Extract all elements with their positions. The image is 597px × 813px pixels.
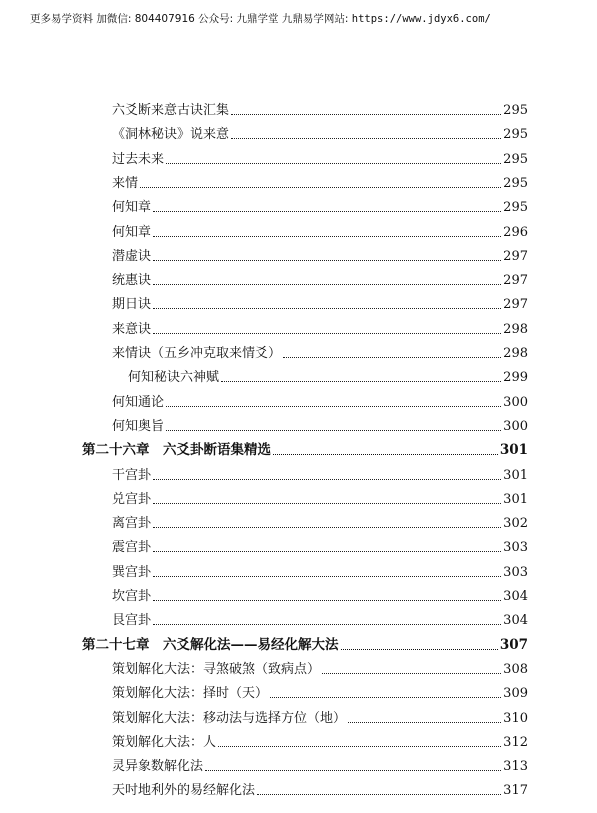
toc-entry-page: 295 bbox=[503, 151, 528, 167]
toc-entry-page: 295 bbox=[503, 127, 528, 143]
dot-leader bbox=[153, 333, 501, 334]
toc-entry-title: 巽宫卦 bbox=[112, 564, 152, 580]
toc-chapter-row bbox=[82, 631, 528, 653]
dot-leader bbox=[283, 357, 501, 358]
toc-entry-row bbox=[112, 193, 528, 215]
toc-entry-page: 295 bbox=[503, 103, 528, 118]
toc-entry-title: 期日诀 bbox=[112, 297, 152, 313]
toc-entry-page: 298 bbox=[503, 346, 528, 361]
toc-entry-title: 过去未来 bbox=[112, 151, 165, 167]
toc-entry-title: 何知奥旨 bbox=[112, 418, 165, 434]
toc-entry-row bbox=[112, 266, 528, 288]
toc-entry-row bbox=[112, 242, 528, 264]
toc-entry-title: 六爻断来意古诀汇集 bbox=[112, 103, 230, 118]
toc-entry-page: 304 bbox=[503, 589, 528, 604]
toc-entry-title: 干宫卦 bbox=[112, 467, 152, 483]
toc-entry-row bbox=[112, 606, 528, 628]
toc-entry-title: 策划解化大法：寻煞破煞（致病点） bbox=[112, 661, 321, 677]
toc-entry-title: 来情诀（五乡冲克取来情爻） bbox=[112, 346, 282, 361]
toc-entry-page: 297 bbox=[503, 297, 528, 313]
dot-leader bbox=[273, 454, 498, 455]
toc-entry-title: 天吋地利外的易经解化法 bbox=[112, 783, 256, 799]
dot-leader bbox=[153, 308, 501, 309]
toc-entry-row bbox=[112, 315, 528, 337]
toc-entry-row bbox=[112, 145, 528, 167]
dot-leader bbox=[257, 794, 501, 795]
dot-leader bbox=[166, 406, 501, 407]
toc-entry-title: 来情 bbox=[112, 175, 139, 191]
toc-entry-row bbox=[112, 485, 528, 507]
toc-entry-page: 308 bbox=[503, 661, 528, 677]
dot-leader bbox=[166, 163, 501, 164]
dot-leader bbox=[341, 649, 498, 650]
dot-leader bbox=[153, 479, 501, 480]
toc-entry-title: 何知通论 bbox=[112, 394, 165, 410]
toc-entry-row bbox=[112, 704, 528, 726]
toc-entry-row bbox=[112, 339, 528, 361]
dot-leader bbox=[348, 722, 501, 723]
toc-entry-page: 301 bbox=[503, 491, 528, 507]
toc-chapter-row bbox=[82, 436, 528, 458]
toc-entry-row bbox=[112, 412, 528, 434]
toc-entry-row bbox=[112, 120, 528, 142]
toc-entry-title: 策划解化大法：择时（天） bbox=[112, 686, 269, 702]
toc-entry-title: 兑宫卦 bbox=[112, 491, 152, 507]
dot-leader bbox=[231, 114, 501, 115]
toc-entry-title: 灵异象数解化法 bbox=[112, 759, 204, 775]
dot-leader bbox=[153, 236, 501, 237]
toc-entry-title: 何知秘诀六神赋 bbox=[128, 370, 220, 386]
toc-entry-page: 301 bbox=[503, 467, 528, 483]
dot-leader bbox=[153, 600, 501, 601]
dot-leader bbox=[205, 770, 501, 771]
toc-entry-row bbox=[112, 679, 528, 701]
toc-entry-row bbox=[112, 558, 528, 580]
toc-entry-page: 313 bbox=[503, 759, 528, 775]
toc-entry-title: 统惠诀 bbox=[112, 273, 152, 289]
dot-leader bbox=[322, 673, 501, 674]
toc-entry-page: 303 bbox=[503, 564, 528, 580]
toc-entry-row bbox=[112, 169, 528, 191]
toc-entry-page: 310 bbox=[503, 710, 528, 726]
toc-entry-row bbox=[112, 776, 528, 798]
dot-leader bbox=[153, 503, 501, 504]
toc-entry-row bbox=[112, 290, 528, 312]
toc-entry-page: 299 bbox=[503, 370, 528, 386]
dot-leader bbox=[153, 624, 501, 625]
toc-entry-title: 第二十六章 六爻卦断语集精选 bbox=[82, 442, 271, 459]
toc-entry-page: 300 bbox=[503, 394, 528, 410]
toc-entry-title: 策划解化大法：移动法与选择方位（地） bbox=[112, 710, 347, 726]
toc-entry-page: 295 bbox=[503, 175, 528, 191]
toc-entry-row bbox=[112, 388, 528, 410]
header-url: https://www.jdyx6.com/ bbox=[351, 13, 491, 25]
toc-entry-page: 303 bbox=[503, 540, 528, 556]
toc-entry-page: 298 bbox=[503, 321, 528, 337]
toc-entry-row bbox=[112, 218, 528, 240]
toc-entry-title: 潜虚诀 bbox=[112, 248, 152, 264]
toc-entry-row bbox=[112, 461, 528, 483]
toc-entry-title: 震宫卦 bbox=[112, 540, 152, 556]
toc-entry-title: 何知章 bbox=[112, 224, 152, 240]
dot-leader bbox=[153, 576, 501, 577]
toc-entry-row bbox=[112, 509, 528, 531]
toc-entry-page: 296 bbox=[503, 224, 528, 240]
dot-leader bbox=[218, 746, 501, 747]
dot-leader bbox=[221, 381, 501, 382]
toc-entry-page: 302 bbox=[503, 516, 528, 532]
toc-entry-page: 300 bbox=[503, 418, 528, 434]
toc-entry-page: 297 bbox=[503, 273, 528, 289]
dot-leader bbox=[166, 430, 501, 431]
dot-leader bbox=[231, 138, 501, 139]
header-text: 更多易学资料 加微信: 804407916 公众号: 九鼎学堂 九鼎易学网站: bbox=[30, 13, 352, 25]
dot-leader bbox=[153, 527, 501, 528]
toc-entry-page: 301 bbox=[499, 442, 528, 459]
toc-entry-title: 第二十七章 六爻解化法——易经化解大法 bbox=[82, 636, 339, 653]
dot-leader bbox=[153, 551, 501, 552]
toc-entry-row bbox=[112, 728, 528, 750]
toc-entry-row bbox=[112, 96, 528, 118]
toc-entry-page: 312 bbox=[503, 734, 528, 750]
dot-leader bbox=[153, 260, 501, 261]
dot-leader bbox=[153, 284, 501, 285]
toc-entry-page: 317 bbox=[503, 783, 528, 799]
toc-entry-row bbox=[112, 533, 528, 555]
toc-entry-row bbox=[112, 752, 528, 774]
toc-entry-title: 来意诀 bbox=[112, 321, 152, 337]
toc-entry-title: 策划解化大法：人 bbox=[112, 734, 217, 750]
dot-leader bbox=[153, 211, 501, 212]
toc-entry-title: 艮宫卦 bbox=[112, 613, 152, 629]
toc-entry-title: 何知章 bbox=[112, 200, 152, 216]
toc-entry-page: 295 bbox=[503, 200, 528, 216]
toc-entry-row bbox=[128, 363, 528, 385]
toc-entry-page: 307 bbox=[499, 636, 528, 653]
toc-entry-row bbox=[112, 655, 528, 677]
toc-entry-page: 309 bbox=[503, 686, 528, 702]
toc-entry-title: 离宫卦 bbox=[112, 516, 152, 532]
dot-leader bbox=[140, 187, 501, 188]
toc-entry-page: 304 bbox=[503, 613, 528, 629]
toc-entry-row bbox=[112, 582, 528, 604]
page-header bbox=[30, 11, 491, 26]
toc-entry-title: 坎宫卦 bbox=[112, 589, 152, 604]
toc-entry-page: 297 bbox=[503, 248, 528, 264]
toc-entry-title: 《洞林秘诀》说来意 bbox=[112, 127, 230, 143]
dot-leader bbox=[270, 697, 501, 698]
